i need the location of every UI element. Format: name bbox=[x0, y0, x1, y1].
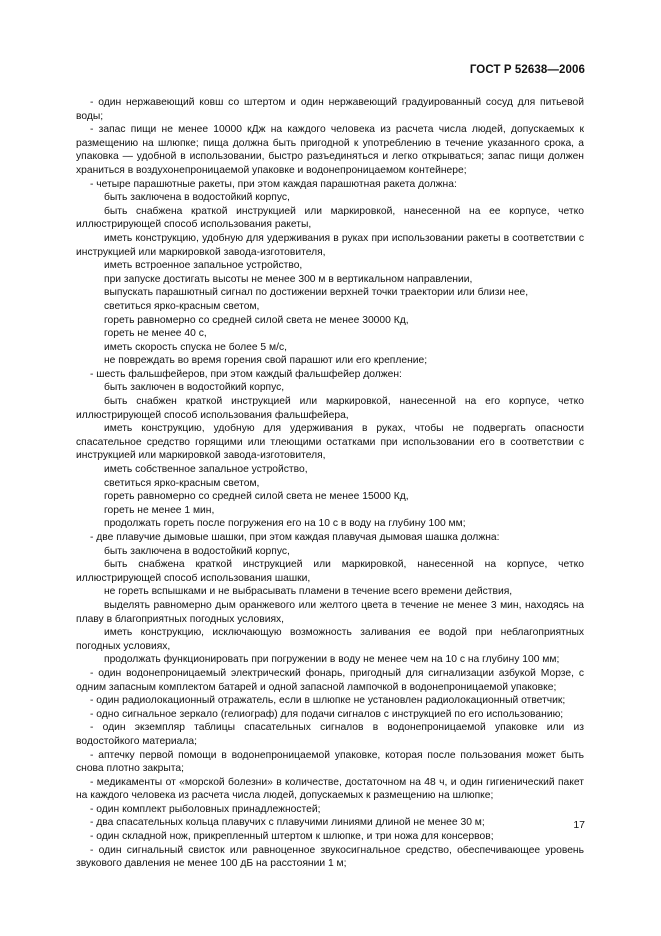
list-item: продолжать функционировать при погружении в воду не менее чем на 10 с на глубину 100 мм; bbox=[104, 654, 560, 666]
list-item: гореть не менее 40 с, bbox=[104, 328, 207, 340]
list-item: - один экземпляр таблицы спасательных сигналов в водонепроницаемой упаковке или из водостойкого материала; bbox=[76, 722, 584, 747]
list-item: гореть равномерно со средней силой света не менее 15000 Кд, bbox=[104, 491, 409, 503]
list-item: - один складной нож, прикрепленный штертом к шлюпке, и три ножа для консервов; bbox=[90, 831, 494, 843]
list-item: быть снабжен краткой инструкцией или маркировкой, нанесенной на его корпусе, четко иллюстрирующей способ использования фальшфейера, bbox=[76, 396, 584, 421]
list-item: - четыре парашютные ракеты, при этом каждая парашютная ракета должна: bbox=[90, 178, 457, 190]
list-item: быть снабжена краткой инструкцией или маркировкой, нанесенной на корпусе, четко иллюстрирующей способ использования шашки, bbox=[76, 559, 584, 584]
list-item: - две плавучие дымовые шашки, при этом каждая плавучая дымовая шашка должна: bbox=[90, 532, 500, 543]
list-item: гореть не менее 1 мин, bbox=[104, 504, 215, 516]
list-item: - одно сигнальное зеркало (гелиограф) для подачи сигналов с инструкцией по его использованию; bbox=[90, 708, 564, 720]
list-item: иметь скорость спуска не более 5 м/с, bbox=[104, 341, 287, 353]
list-item: светиться ярко-красным светом, bbox=[104, 477, 260, 489]
list-item: - один сигнальный свисток или равноценное звукосигнальное средство, обеспечивающее уровень звукового давления не менее 100 дБ на расстоянии 1 м; bbox=[76, 844, 584, 870]
list-item: выпускать парашютный сигнал по достижении верхней точки траектории или близи нее, bbox=[104, 287, 529, 299]
list-item: - медикаменты от «морской болезни» в количестве, достаточном на 48 ч, и один гигиенический пакет на каждого человека из расчета числа людей, допускаемых к размещению на шлюпке; bbox=[76, 776, 584, 802]
document-header: ГОСТ Р 52638—2006 bbox=[469, 64, 585, 76]
list-item: быть заключена в водостойкий корпус, bbox=[104, 545, 290, 557]
list-item: иметь собственное запальное устройство, bbox=[104, 464, 308, 476]
list-item: при запуске достигать высоты не менее 300 м в вертикальном направлении, bbox=[104, 273, 473, 285]
list-item: не повреждать во время горения свой парашют или его крепление; bbox=[104, 355, 428, 367]
list-item: быть заключена в водостойкий корпус, bbox=[104, 192, 290, 204]
list-item: иметь встроенное запальное устройство, bbox=[104, 260, 303, 272]
list-item: светиться ярко-красным светом, bbox=[104, 300, 260, 312]
list-item: иметь конструкцию, удобную для удерживания в руках, чтобы не подвергать опасности спасательное средство горящими или тлеющими остатками при использовании его в соответствии с инструкцией или маркировкой завода-изготовителя, bbox=[76, 423, 584, 462]
page-number: 17 bbox=[573, 819, 585, 831]
list-item: - два спасательных кольца плавучих с плавучими линиями длиной не менее 30 м; bbox=[90, 817, 485, 829]
list-item: - один комплект рыболовных принадлежностей; bbox=[90, 803, 321, 815]
list-item: - один радиолокационный отражатель, если в шлюпке не установлен радиолокационный ответчик; bbox=[90, 695, 566, 707]
list-item: иметь конструкцию, удобную для удерживания в руках при использовании ракеты в соответствии с инструкцией или маркировкой завода-изготовителя, bbox=[76, 232, 584, 258]
list-item: - запас пищи не менее 10000 кДж на каждого человека из расчета числа людей, допускаемых к размещению на шлюпке; пища должна быть пригодной к употреблению в течение указанного срока, а упаковка — удобной в использовании, быстро разъединяться и легко открываться; запас пищи должен храниться в воздухонепроницаемой упаковке и водонепроницаемом контейнере; bbox=[76, 124, 584, 176]
list-item: быть заключен в водостойкий корпус, bbox=[104, 382, 285, 394]
list-item: не гореть вспышками и не выбрасывать пламени в течение всего времени действия, bbox=[104, 586, 513, 598]
list-item: - аптечку первой помощи в водонепроницаемой упаковке, которая после пользования может быть снова плотно закрыта; bbox=[76, 749, 584, 775]
list-item: - один нержавеющий ковш со штертом и один нержавеющий градуированный сосуд для питьевой воды; bbox=[76, 97, 584, 122]
list-item: - один водонепроницаемый электрический фонарь, пригодный для сигнализации азбукой Морзе, с одним запасным комплектом батарей и одной запасной лампочкой в водонепроницаемой упаковке; bbox=[76, 667, 584, 693]
document-body bbox=[76, 96, 584, 871]
list-item: иметь конструкцию, исключающую возможность заливания ее водой при неблагоприятных погодных условиях, bbox=[76, 627, 584, 652]
list-item: выделять равномерно дым оранжевого или желтого цвета в течение не менее 3 мин, находясь на плаву в благоприятных погодных условиях, bbox=[76, 599, 584, 625]
list-item: быть снабжена краткой инструкцией или маркировкой, нанесенной на ее корпусе, четко иллюстрирующей способ использования ракеты, bbox=[76, 205, 584, 231]
list-item: продолжать гореть после погружения его на 10 с в воду на глубину 100 мм; bbox=[104, 518, 466, 530]
list-item: гореть равномерно со средней силой света не менее 30000 Кд, bbox=[104, 314, 409, 326]
list-item: - шесть фальшфейеров, при этом каждый фальшфейер должен: bbox=[90, 368, 402, 380]
